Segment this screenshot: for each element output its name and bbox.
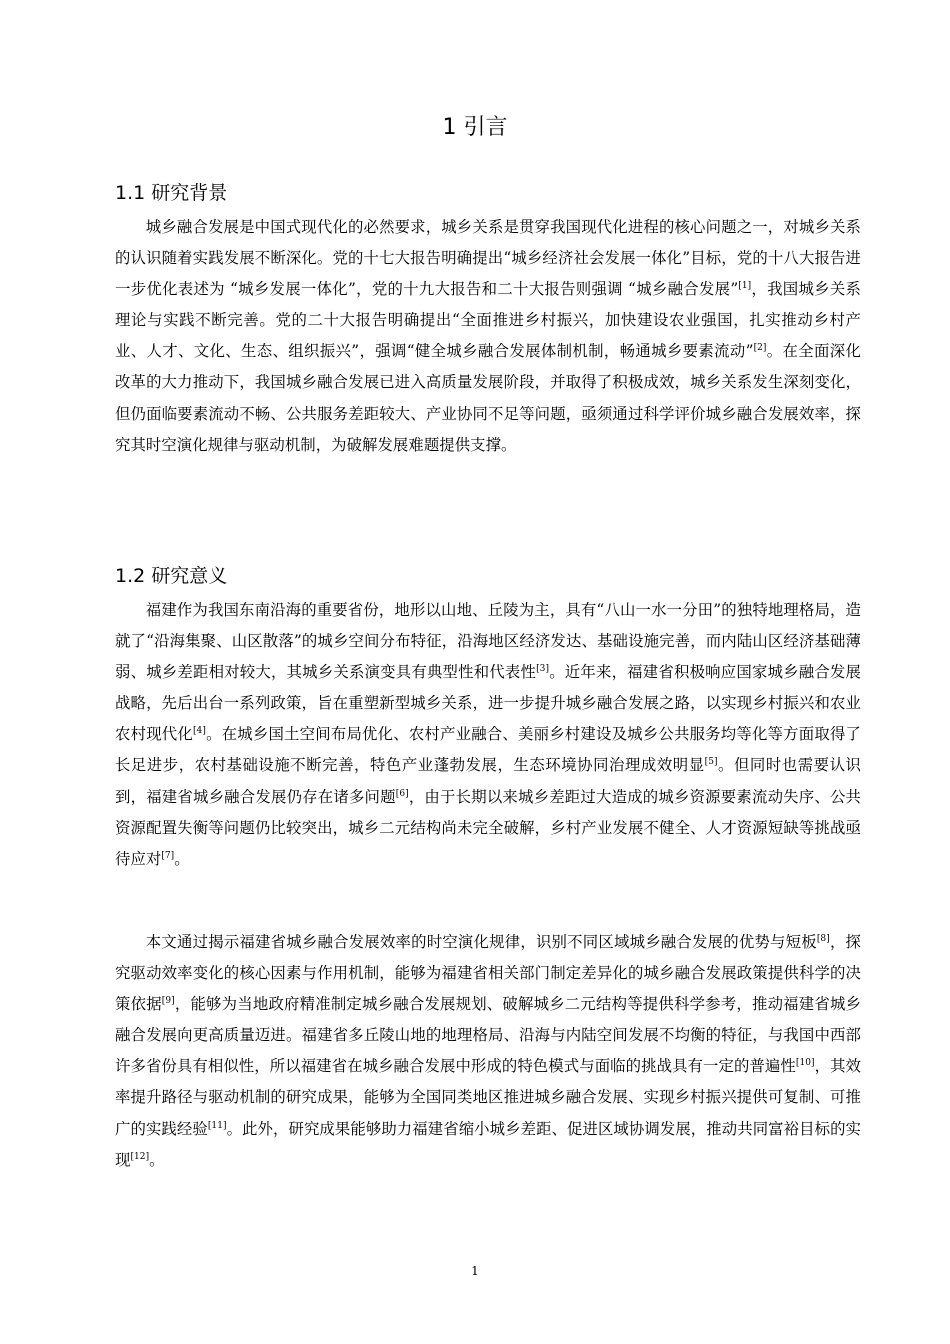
paragraph-text: ，我国城乡关系理论与实践不断完善。党的二十大报告明确提出“全面推进乡村振兴，加快建设农业强国，扎实推动乡村产业、人才、文化、生态、组织振兴”，强调“健全城乡融合发展体制机制，畅通城乡要素流动” — [115, 280, 861, 361]
citation-marker: [4] — [193, 726, 206, 737]
paragraph-text: 城乡融合发展是中国式现代化的必然要求，城乡关系是贯穿我国现代化进程的核心问题之一，对城乡关系的认识随着实践发展不断深化。党的十七大报告明确提出“城乡经济社会发展一体化”目标，党的十八大报告进一步优化表述为 “城乡发展一体化”，党的十九大报告和二十大报告则强调 “城乡融合发展” — [115, 218, 861, 299]
citation-marker: [8] — [816, 934, 830, 944]
citation-marker: [9] — [161, 996, 175, 1007]
paragraph-text: 。 — [174, 849, 190, 868]
body-paragraph — [115, 927, 861, 1176]
citation-marker: [5] — [704, 757, 718, 768]
paragraph-text: 。此外，研究成果能够助力福建省缩小城乡差距、促进区域协调发展，推动共同富裕目标的实现 — [115, 1119, 861, 1169]
citation-marker: [10] — [795, 1058, 815, 1069]
citation-marker: [11] — [207, 1120, 227, 1131]
chapter-title: 1 引言 — [442, 115, 508, 140]
body-paragraph — [115, 595, 861, 875]
body-paragraph — [115, 212, 861, 461]
paragraph-text: 。 — [149, 1150, 165, 1169]
section-heading-background: 1.1 研究背景 — [115, 182, 228, 204]
section-heading-significance: 1.2 研究意义 — [115, 565, 228, 587]
citation-marker: [12] — [130, 1151, 150, 1162]
paragraph-text: ，探究驱动效率变化的核心因素与作用机制，能够为福建省相关部门制定差异化的城乡融合发展政策提供科学的决策依据 — [115, 933, 861, 1014]
paragraph-text: ，能够为当地政府精准制定城乡融合发展规划、破解城乡二元结构等提供科学参考，推动福建省城乡融合发展向更高质量迈进。福建省多丘陵山地的地理格局、沿海与内陆空间发展不均衡的特征，与我国中西部许多省份具有相似性，所以福建省在城乡融合发展中形成的特色模式与面临的挑战具有一定的普遍性 — [115, 995, 861, 1076]
citation-marker: [1] — [738, 281, 752, 292]
page-number: 1 — [471, 1264, 479, 1278]
citation-marker: [6] — [395, 788, 409, 799]
paragraph-text: 。在城乡国土空间布局优化、农村产业融合、美丽乡村建设及城乡公共服务均等化等方面取得了长足进步，农村基础设施不断完善，特色产业蓬勃发展，生态环境协同治理成效明显 — [115, 725, 861, 775]
citation-marker: [3] — [536, 664, 550, 675]
paragraph-text: ，其效率提升路径与驱动机制的研究成果，能够为全国同类地区推进城乡融合发展、实现乡村振兴提供可复制、可推广的实践经验 — [115, 1057, 862, 1138]
paragraph-text: 。在全面深化改革的大力推动下，我国城乡融合发展已进入高质量发展阶段，并取得了积极成效，城乡关系发生深刻变化，但仍面临要素流动不畅、公共服务差距较大、产业协同不足等问题，亟须通过科学评价城乡融合发展效率，探究其时空演化规律与驱动机制，为破解发展难题提供支撑。 — [115, 342, 861, 454]
paragraph-text: 。近年来，福建省积极响应国家城乡融合发展战略，先后出台一系列政策，旨在重塑新型城乡关系，进一步提升城乡融合发展之路，以实现乡村振兴和农业农村现代化 — [115, 663, 861, 744]
paragraph-text: 。但同时也需要认识到，福建省城乡融合发展仍存在诸多问题 — [115, 756, 861, 806]
citation-marker: [2] — [753, 343, 767, 354]
paragraph-text: ，由于长期以来城乡差距过大造成的城乡资源要素流动失序、公共资源配置失衡等问题仍比较突出，城乡二元结构尚未完全破解，乡村产业发展不健全、人才资源短缺等挑战亟待应对 — [115, 787, 862, 868]
citation-marker: [7] — [161, 850, 175, 861]
paragraph-text: 本文通过揭示福建省城乡融合发展效率的时空演化规律，识别不同区域城乡融合发展的优势与短板 — [145, 933, 817, 951]
paragraph-text: 福建作为我国东南沿海的重要省份，地形以山地、丘陵为主，具有“八山一水一分田”的独特地理格局，造就了“沿海集聚、山区散落”的城乡空间分布特征，沿海地区经济发达、基础设施完善，而内陆山区经济基础薄弱、城乡差距相对较大，其城乡关系演变具有典型性和代表性 — [115, 601, 861, 682]
